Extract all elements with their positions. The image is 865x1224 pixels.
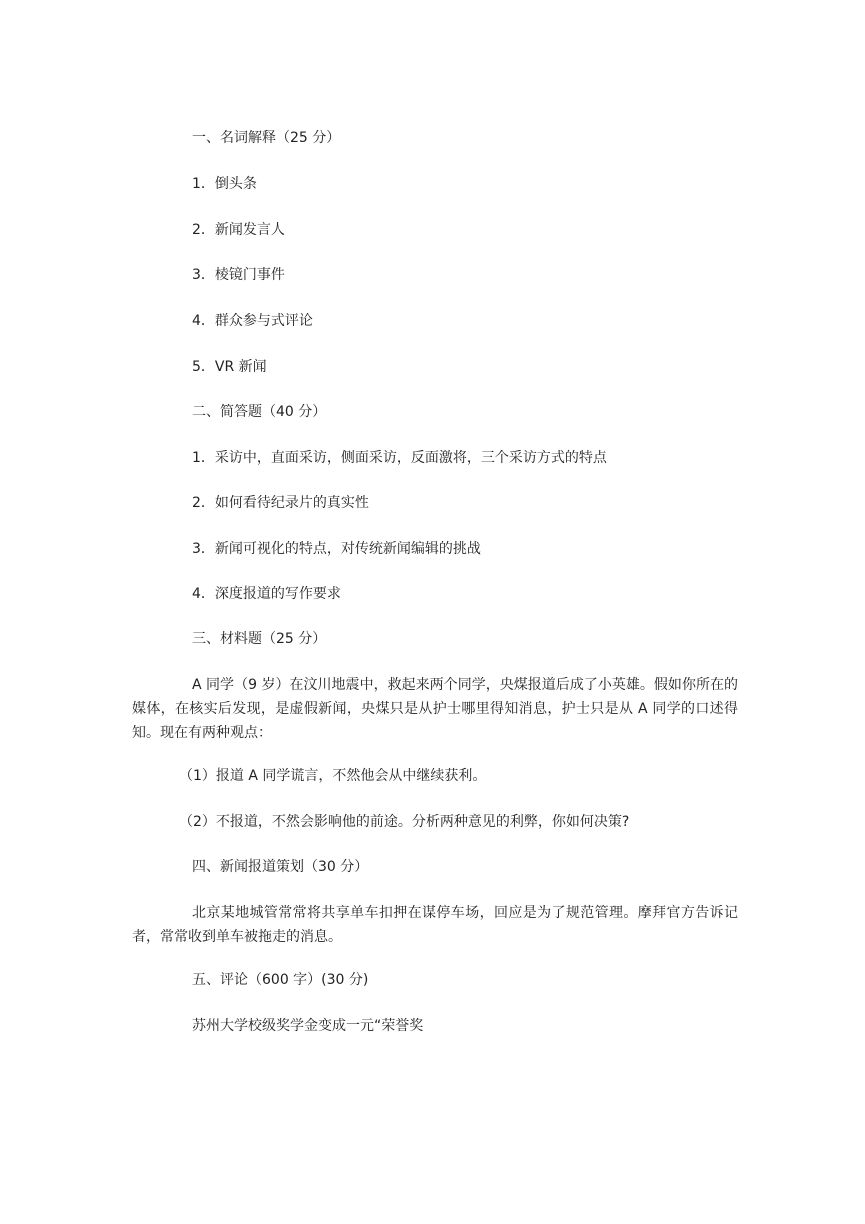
material-paragraph: A 同学（9 岁）在汶川地震中，救起来两个同学，央煤报道后成了小英雄。假如你所在的媒体，在核实后发现，是虚假新闻，央煤只是从护士哪里得知消息，护士只是从 A 同学的口述得知。现在有两种观点： xyxy=(132,677,738,741)
question-item-3: 3．新闻可视化的特点，对传统新闻编辑的挑战 xyxy=(192,541,481,557)
section-4-heading: 四、新闻报道策划（30 分） xyxy=(192,859,369,875)
term-item-4: 4．群众参与式评论 xyxy=(192,313,313,329)
section-5-heading: 五、评论（600 字）(30 分) xyxy=(192,972,369,988)
section-1-heading: 一、名词解释（25 分） xyxy=(192,130,341,146)
section-3-heading: 三、材料题（25 分） xyxy=(192,631,327,647)
term-item-3: 3．棱镜门事件 xyxy=(192,267,285,283)
planning-paragraph: 北京某地城管常常将共享单车扣押在谋停车场，回应是为了规范管理。摩拜官方告诉记者，常常收到单车被拖走的消息。 xyxy=(132,905,738,945)
term-item-1: 1．倒头条 xyxy=(192,176,257,192)
term-item-2: 2．新闻发言人 xyxy=(192,222,285,238)
viewpoint-1: （1）报道 A 同学谎言，不然他会从中继续获利。 xyxy=(179,768,487,784)
question-item-4: 4．深度报道的写作要求 xyxy=(192,586,341,602)
viewpoint-2: （2）不报道，不然会影响他的前途。分析两种意见的利弊，你如何决策? xyxy=(179,814,630,830)
question-item-1: 1．采访中，直面采访，侧面采访，反面激将，三个采访方式的特点 xyxy=(192,450,607,466)
comment-topic: 苏州大学校级奖学金变成一元“荣誉奖 xyxy=(192,1018,424,1034)
question-item-2: 2．如何看待纪录片的真实性 xyxy=(192,495,369,511)
section-2-heading: 二、简答题（40 分） xyxy=(192,404,327,420)
term-item-5: 5．VR 新闻 xyxy=(192,359,267,375)
